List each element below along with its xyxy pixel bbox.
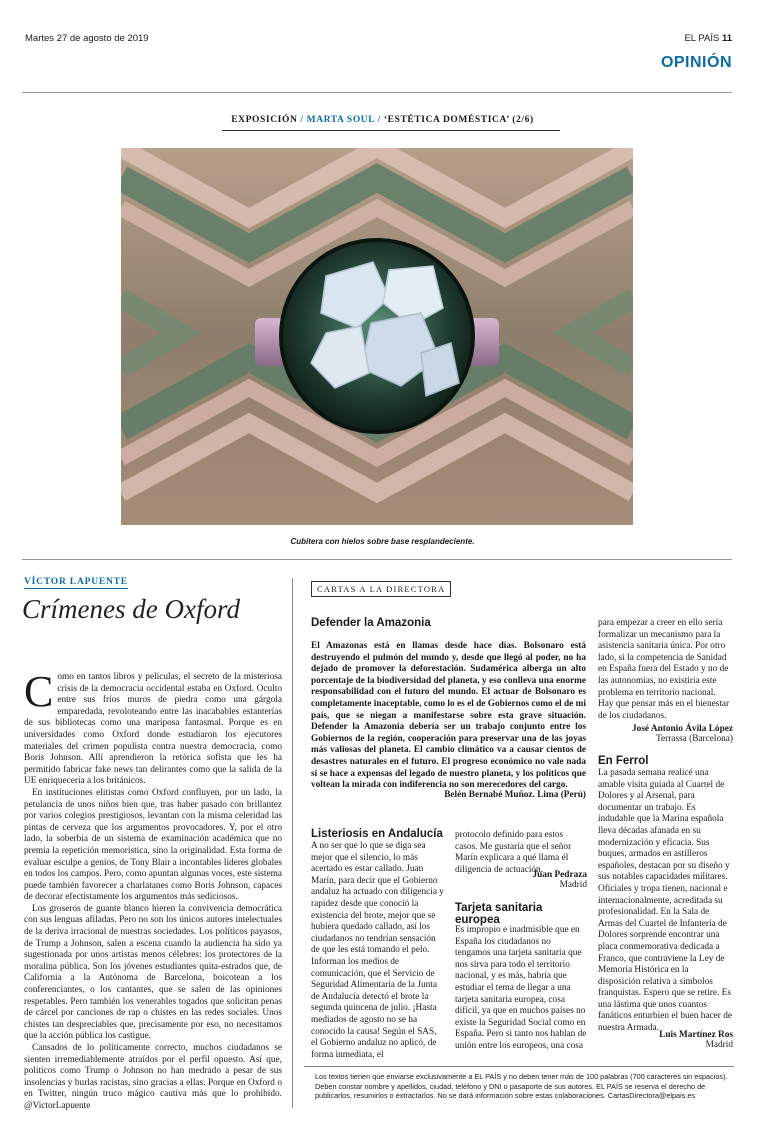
photo-caption: Cubitera con hielos sobre base resplandeciente. (290, 537, 475, 546)
letter-body-tarjeta-cont: para empezar a creer en ello sería formalizar un mecanismo para la asistencia sanitaria única. Por otro lado, si la competencia de Sanidad en España fuera del Estado y no de las autonomías, no existiría este problema en territorio nacional. Hay que pensar más en el bienestar de los ciudadanos. (598, 618, 730, 721)
letters-section-label: CARTAS A LA DIRECTORA (311, 581, 451, 597)
column-headline: Crímenes de Oxford (22, 594, 240, 624)
footer-divider (304, 1066, 734, 1067)
letter-signature-ferrol: Luis Martínez Ros Madrid (659, 1030, 733, 1050)
letter-body-listeriosis-cont: protocolo definido para estos casos. Me gustaría que el señor Marín explicara a qué llama él diligencia de actuación. (455, 830, 572, 875)
letter-body-amazonia: El Amazonas está en llamas desde hace días. Bolsonaro está destruyendo el pulmón del mundo y, desde que llegó al poder, no ha dejado de promover la deforestación. Sudamérica alberga un alto porcentaje de la biodiversidad del planeta, y eso conlleva una enorme responsabilidad con el futuro del mundo. El actuar de Bolsonaro es completamente inaceptable, como lo es el de Gobiernos como el de mi país, que se niegan a manifestarse sobre esta grave situación. Defender la Amazonia debería ser un trabajo conjunto entre los Gobiernos de la región, cooperación para preservar una de las joyas más valiosas del planeta. El cambio climático va a causar cientos de desastres naturales en el futuro. El progreso económico no vale nada si se hace a expensas del legado de nuestro planeta, y los políticos que voltean la mirada con indiferencia no son merecedores del cargo. (311, 641, 586, 791)
letter-signature-tarjeta: José Antonio Ávila López Terrassa (Barcelona) (632, 724, 733, 744)
header-divider (22, 92, 732, 93)
column-body (24, 667, 282, 1113)
column-divider (292, 578, 293, 1108)
letter-body-ferrol: La pasada semana realicé una amable visita guiada al Cuartel de Dolores y al Arsenal, para documentar un trabajo. Es indudable que la Marina española lleva décadas afanada en su modernización y eficacia. Sus buques, armados en astilleros españoles, destacan por su diseño y sus notables capacidades militares. Oficiales y tropa tienen, nacional e internacionalmente, acreditada su profesionalidad. En la Sala de Armas del Cuartel de Infantería de Dolores sorprende encontrar una placa conmemorativa dedicada a Franco, que contraviene la Ley de Memoria Histórica en la disposición relativa a símbolos franquistas. Espero que se retire. Es una lástima que unos cuantos fanáticos enturbien el buen hacer de nuestra Armada. (598, 768, 732, 1034)
artwork-photo (121, 148, 633, 525)
caption-divider (22, 559, 732, 560)
letter-title-ferrol: En Ferrol (598, 755, 649, 767)
section-title: OPINIÓN (660, 54, 732, 71)
exposition-artist: MARTA SOUL (306, 115, 375, 125)
exposition-type: EXPOSICIÓN (231, 115, 298, 125)
column-paragraph: Los groseros de guante blanco hieren la convivencia democrática con sus lenguas afiladas. Pero no son los únicos autores intelectuales de la deriva irracional de nuestras sociedades. Los políticos payasos, de Trump a Johnson, salen a escena cuando la audiencia ha sido ya sugestionada por unos artistas menos célebres: los protectores de la moralina pública. Son los jóvenes estudiantes quita-estrados que, de California a la Autónoma de Barcelona, boicotean a los conferenciantes, o los cantantes, que se salen de las opiniones respetables. Pero también los venerables togados que solicitan penas de cárcel por canciones de rap o chistes en las redes sociales. Unos chistes tan despreciables que, precisamente por eso, no necesitamos que la acción pública los castigue. (24, 903, 282, 1042)
issue-date: Martes 27 de agosto de 2019 (25, 33, 149, 44)
letter-body-tarjeta: Es impropio e inadmisible que en España los ciudadanos no tengamos una tarjeta sanitaria que nos sirva para todo el territorio nacional, y es más, habría que estudiar el tema de llegar a una tarjeta sanitaria europea, cosa difícil, ya que en muchos países no existe la Seguridad Social como en España. Pero si tanto nos hablan de unión entre los europeos, una cosa (455, 925, 587, 1051)
column-paragraph: Como en tantos libros y películas, el secreto de la misteriosa crisis de la democracia occidental estaba en Oxford. Oculto entre sus fríos muros de piedra como una gárgola emparedada, revoloteando entre las inacabables estanterías de sus bibliotecas como una mariposa fantasmal. Porque es en universidades como Oxford donde estudiaron los ejecutores materiales del crimen populista contra nuestra democracia, como Boris Johnson. Allí aprendieron la retórica sofista que les ha permitido fabricar fake news tan delirantes como que la salida de la UE enriquecería a los británicos. (24, 667, 282, 787)
column-paragraph: Cansados de lo políticamente correcto, muchos ciudadanos se sienten irremediablemente atraídos por el perfil opuesto. Así que, políticos como Trump o Johnson no han medrado a pesar de sus insolencias y burlas racistas, sino gracias a ellas. Porque en Oxford o en Twitter, ningún truco mágico cautiva más que lo prohibido. @VictorLapuente (24, 1043, 282, 1111)
exposition-underline (222, 130, 560, 131)
letter-title-amazonia: Defender la Amazonia (311, 617, 431, 629)
column-paragraph: En instituciones elitistas como Oxford confluyen, por un lado, la petulancia de unos niños bien que, tras haber pasado con brillantez por varios colegios prestigiosos, levantan con la misma celeridad las pintas de cerveza que los argumentos provocadores. Y, por el otro lado, la soberbia de un sistema de examinación académica que no premia la repetición memorística, sino la originalidad. Esta forma de evaluar esculpe a genios, de Tony Blair a incontables líderes globales en todos los campos. Pero, como apuntan algunas voces, este sistema puede también favorecer a charlatanes como Boris Johnson, capaces de decorar efectistamente los argumentos más sediciosos. (24, 787, 282, 903)
letter-title-listeriosis: Listeriosis en Andalucía (311, 828, 443, 840)
column-author: VÍCTOR LAPUENTE (24, 577, 128, 587)
letter-title-tarjeta: Tarjeta sanitaria europea (455, 902, 543, 926)
dropcap: C (24, 667, 54, 716)
letter-signature-listeriosis: Juan Pedraza Madrid (532, 870, 587, 890)
page-number: 11 (721, 33, 732, 44)
letter-body-listeriosis: A no ser que lo que se diga sea mejor que el silencio, lo más acertado es estar callado. Juan Marín, para decir que el Gobierno andaluz ha actuado con diligencia y rapidez desde que conoció la existencia del brote, mejor que se hubiera quedado callado, así los ciudadanos no tendrían sensación de que les está tomando el pelo. Informan los medios de comunicación, que el Servicio de Seguridad Alimentaria de la Junta de Andalucía detectó el brote la segunda quincena de julio. ¡Hasta mediados de agosto no se ha conocido la causa! Según el SAS, el Gobierno andaluz no aplicó, de forma inmediata, el (311, 841, 444, 1060)
exposition-label: EXPOSICIÓN / MARTA SOUL / ‘ESTÉTICA DOMÉSTICA’ (2/6) (231, 115, 534, 125)
exposition-title: ‘ESTÉTICA DOMÉSTICA’ (2/6) (383, 115, 534, 125)
letters-footer-notice: Los textos tienen que enviarse exclusivamente a EL PAÍS y no deben tener más de 100 palabras (700 caracteres sin espacios). Deben constar nombre y apellidos, ciudad, teléfono y DNI o pasaporte de sus autores. EL PAÍS se reserva el derecho de publicarlos, resumirlos o extractarlos. No se dará información sobre estas colaboraciones. CartasDirectora@elpais.es (315, 1072, 728, 1100)
paper-name: EL PAÍS (684, 33, 720, 44)
paper-name-page (684, 33, 732, 44)
letter-signature-amazonia: Belén Bernabé Muñoz. Lima (Perú) (444, 790, 586, 800)
